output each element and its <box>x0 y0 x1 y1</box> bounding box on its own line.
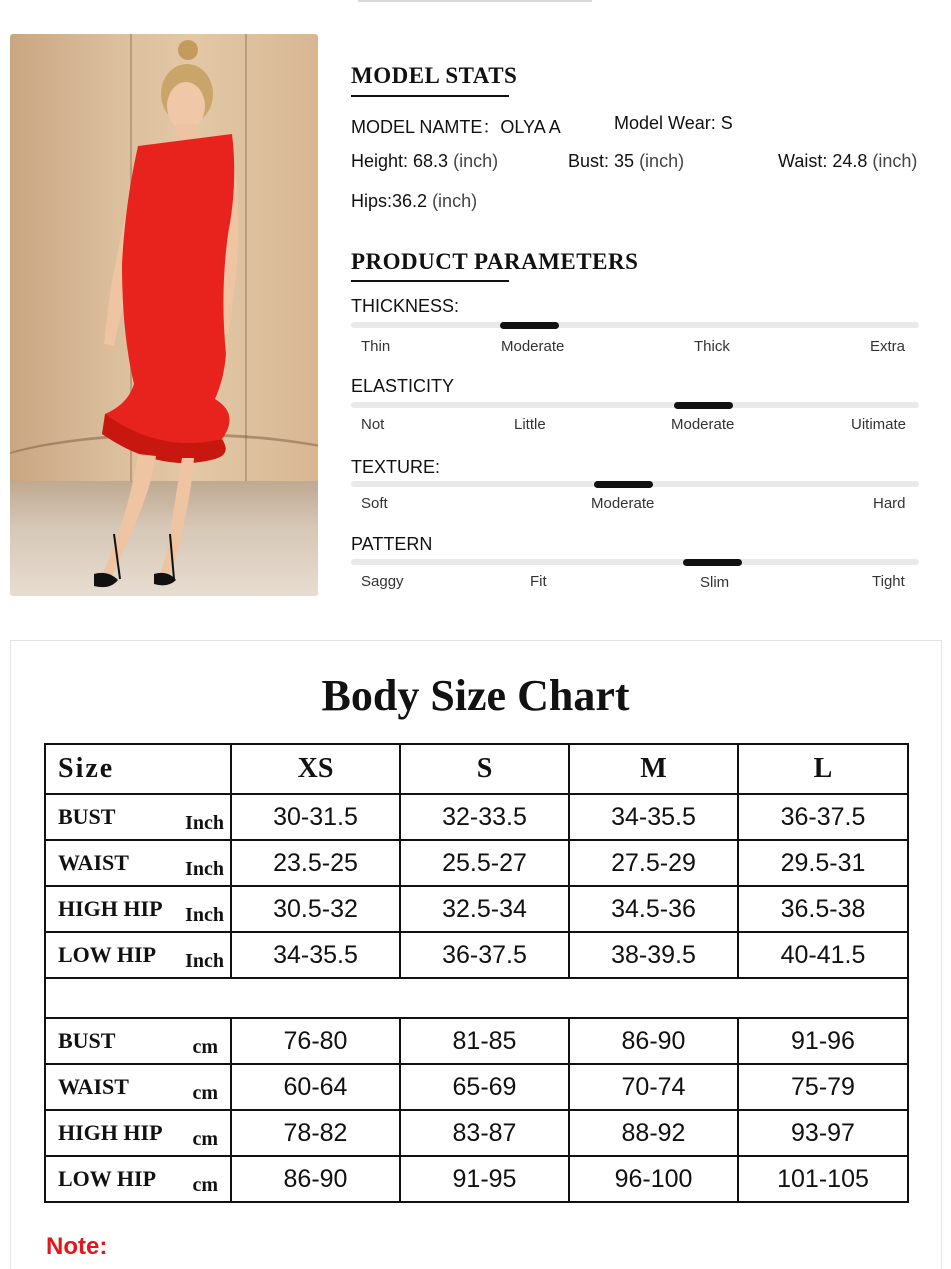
hips-value: Hips:36.2 <box>351 191 428 211</box>
product-parameters-title: PRODUCT PARAMETERS <box>351 249 639 274</box>
elasticity-tick: Little <box>514 416 546 433</box>
table-cell: 91-96 <box>738 1018 908 1064</box>
row-label-text: HIGH HIP <box>58 1120 163 1145</box>
model-figure-illustration <box>10 34 318 596</box>
table-cell: 76-80 <box>231 1018 400 1064</box>
size-header-row <box>45 744 908 794</box>
table-cell: 34-35.5 <box>231 932 400 978</box>
size-header-label: Size <box>45 744 231 794</box>
thickness-marker <box>500 322 559 329</box>
product-parameters-underline <box>351 280 509 282</box>
pattern-tick: Tight <box>872 573 905 590</box>
texture-tick: Moderate <box>591 495 655 512</box>
row-label-text: BUST <box>58 804 116 829</box>
thickness-tick: Moderate <box>501 338 565 355</box>
table-cell: 36.5-38 <box>738 886 908 932</box>
table-cell: 27.5-29 <box>569 840 738 886</box>
table-row <box>45 1064 908 1110</box>
table-cell: 34-35.5 <box>569 794 738 840</box>
height-value: Height: 68.3 <box>351 151 449 171</box>
elasticity-marker <box>674 402 733 409</box>
table-cell: 30-31.5 <box>231 794 400 840</box>
row-label-text: LOW HIP <box>58 942 157 967</box>
pattern-label: PATTERN <box>351 534 433 554</box>
table-cell: 30.5-32 <box>231 886 400 932</box>
bust-unit: (inch) <box>639 151 685 171</box>
model-height <box>351 151 498 172</box>
pattern-tick: Saggy <box>361 573 404 590</box>
row-label-text: WAIST <box>58 1074 129 1099</box>
texture-tick: Soft <box>361 495 388 512</box>
size-header-xs: XS <box>231 744 400 794</box>
note-label: Note: <box>46 1233 108 1260</box>
thickness-tick: Extra <box>870 338 906 355</box>
table-cell: 36-37.5 <box>400 932 569 978</box>
size-chart-table <box>44 743 909 1203</box>
table-spacer-cell <box>45 978 908 1018</box>
row-label <box>45 1064 231 1110</box>
table-cell: 25.5-27 <box>400 840 569 886</box>
table-cell: 32-33.5 <box>400 794 569 840</box>
bust-value: Bust: 35 <box>568 151 635 171</box>
pattern-marker <box>683 559 742 566</box>
model-name: MODEL NAMTE：OLYA A <box>351 117 561 137</box>
pattern-tick: Fit <box>530 573 547 590</box>
table-cell: 23.5-25 <box>231 840 400 886</box>
size-header-s: S <box>400 744 569 794</box>
table-row <box>45 1156 908 1202</box>
elasticity-tick: Moderate <box>671 416 735 433</box>
elasticity-tick: Uitimate <box>851 416 907 433</box>
table-cell: 60-64 <box>231 1064 400 1110</box>
row-unit: Inch <box>185 812 224 834</box>
thickness-track <box>351 322 919 328</box>
row-label <box>45 932 231 978</box>
row-unit: cm <box>192 1128 218 1150</box>
waist-unit: (inch) <box>872 151 918 171</box>
table-cell: 70-74 <box>569 1064 738 1110</box>
model-photo <box>10 34 318 596</box>
model-hips <box>351 191 477 212</box>
texture-tick: Hard <box>873 495 906 512</box>
elasticity-tick: Not <box>361 416 385 433</box>
table-cell: 75-79 <box>738 1064 908 1110</box>
table-cell: 40-41.5 <box>738 932 908 978</box>
table-cell: 88-92 <box>569 1110 738 1156</box>
size-header-l: L <box>738 744 908 794</box>
model-stats-title: MODEL STATS <box>351 63 518 88</box>
table-cell: 29.5-31 <box>738 840 908 886</box>
elasticity-track <box>351 402 919 408</box>
table-cell: 86-90 <box>569 1018 738 1064</box>
table-cell: 36-37.5 <box>738 794 908 840</box>
table-row <box>45 932 908 978</box>
table-cell: 65-69 <box>400 1064 569 1110</box>
table-row <box>45 794 908 840</box>
model-bust <box>568 151 684 172</box>
row-label <box>45 794 231 840</box>
row-label <box>45 1156 231 1202</box>
row-unit: cm <box>192 1082 218 1104</box>
size-header-m: M <box>569 744 738 794</box>
table-cell: 78-82 <box>231 1110 400 1156</box>
table-cell: 91-95 <box>400 1156 569 1202</box>
size-chart-title: Body Size Chart <box>321 671 630 720</box>
row-unit: Inch <box>185 904 224 926</box>
table-cell: 34.5-36 <box>569 886 738 932</box>
texture-label: TEXTURE: <box>351 457 441 477</box>
table-cell: 83-87 <box>400 1110 569 1156</box>
row-label <box>45 1110 231 1156</box>
texture-marker <box>594 481 653 488</box>
table-cell: 38-39.5 <box>569 932 738 978</box>
waist-value: Waist: 24.8 <box>778 151 868 171</box>
row-unit: Inch <box>185 858 224 880</box>
row-unit: cm <box>192 1036 218 1058</box>
table-row <box>45 1018 908 1064</box>
table-row <box>45 1110 908 1156</box>
top-divider <box>358 0 592 2</box>
row-label <box>45 1018 231 1064</box>
thickness-tick: Thin <box>361 338 391 355</box>
pattern-tick: Slim <box>700 574 730 591</box>
table-cell: 86-90 <box>231 1156 400 1202</box>
table-cell: 81-85 <box>400 1018 569 1064</box>
model-waist <box>778 151 917 172</box>
thickness-label: THICKNESS: <box>351 296 460 316</box>
row-label-text: WAIST <box>58 850 129 875</box>
hips-unit: (inch) <box>432 191 478 211</box>
thickness-tick: Thick <box>694 338 730 355</box>
table-row <box>45 886 908 932</box>
row-unit: Inch <box>185 950 224 972</box>
row-label <box>45 886 231 932</box>
model-wear: Model Wear: S <box>614 113 733 133</box>
table-spacer-row <box>45 978 908 1018</box>
row-label <box>45 840 231 886</box>
table-cell: 32.5-34 <box>400 886 569 932</box>
row-unit: cm <box>192 1174 218 1196</box>
model-stats-underline <box>351 95 509 97</box>
row-label-text: LOW HIP <box>58 1166 157 1191</box>
table-cell: 93-97 <box>738 1110 908 1156</box>
table-cell: 96-100 <box>569 1156 738 1202</box>
row-label-text: BUST <box>58 1028 116 1053</box>
pattern-track <box>351 559 919 565</box>
table-row <box>45 840 908 886</box>
elasticity-label: ELASTICITY <box>351 376 455 396</box>
row-label-text: HIGH HIP <box>58 896 163 921</box>
table-cell: 101-105 <box>738 1156 908 1202</box>
height-unit: (inch) <box>453 151 499 171</box>
